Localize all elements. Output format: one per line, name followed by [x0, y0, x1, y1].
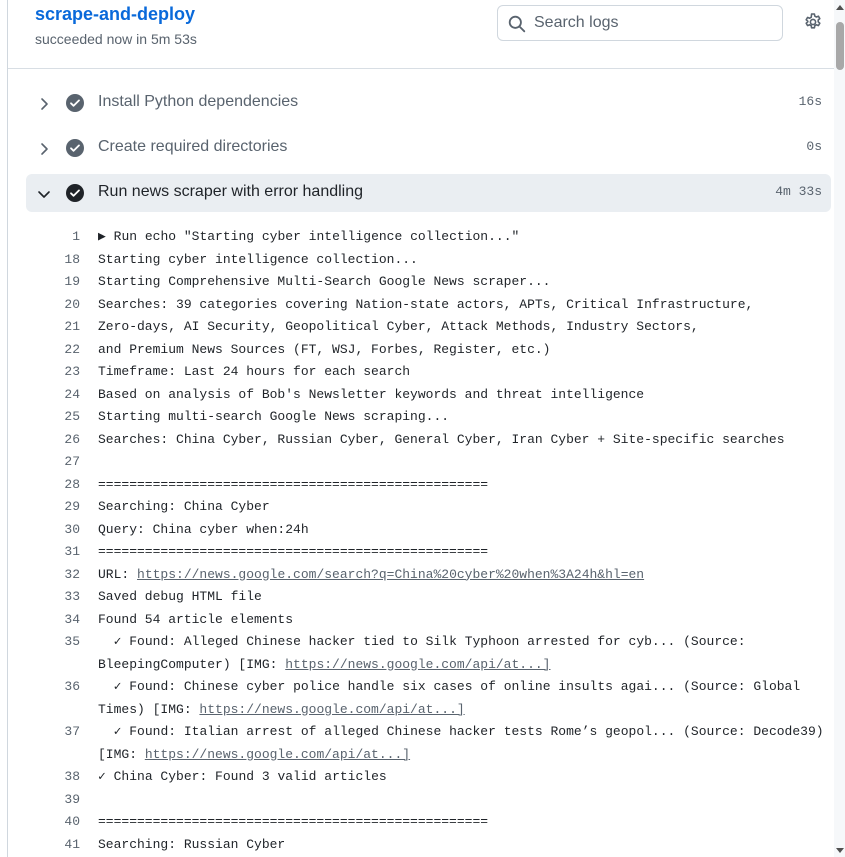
log-link[interactable]: https://news.google.com/api/at...] [144, 746, 411, 762]
line-number[interactable]: 1 [72, 229, 80, 244]
line-number[interactable]: 33 [64, 589, 80, 604]
log-line [0, 789, 834, 812]
log-text: Found 54 article elements [98, 611, 294, 627]
log-text: ================================================== [98, 544, 489, 559]
step-label: Run news scraper with error handling [98, 183, 364, 200]
disclosure-triangle-icon[interactable]: ▶ [98, 229, 114, 244]
step-label: Create required directories [98, 138, 288, 155]
log-line [0, 226, 834, 249]
log-line [0, 721, 834, 766]
line-number[interactable]: 23 [64, 364, 80, 379]
line-number[interactable]: 28 [64, 476, 80, 492]
log-line [0, 766, 834, 789]
line-number[interactable]: 41 [64, 836, 80, 852]
chevron-down-icon[interactable] [36, 186, 52, 202]
line-number[interactable]: 32 [64, 566, 80, 582]
log-line [0, 496, 834, 519]
line-number[interactable]: 31 [64, 544, 80, 559]
log-link[interactable]: https://news.google.com/search?q=China%20cyber%20when%3A24h&hl=en [137, 566, 645, 582]
log-text: Searches: 39 categories covering Nation-state actors, APTs, Critical Infrastructure, [98, 296, 754, 312]
log-text: ✓ Found: Italian arrest of alleged Chinese hacker tests Rome’s geopol... (Source: Decode39) [IMG: [98, 724, 832, 762]
log-line [0, 429, 834, 452]
log-text: Starting cyber intelligence collection... [98, 251, 418, 267]
log-text: Query: China cyber when:24h [98, 521, 309, 537]
log-text: ✓ China Cyber: Found 3 valid articles [98, 769, 387, 784]
log-line [0, 294, 834, 317]
log-line [0, 631, 834, 676]
log-line [0, 271, 834, 294]
log-text: Run echo "Starting cyber intelligence collection..." [113, 229, 520, 244]
line-number[interactable]: 24 [64, 386, 80, 402]
log-text: Based on analysis of Bob's Newsletter keywords and threat intelligence [98, 386, 645, 402]
line-number[interactable]: 36 [64, 679, 80, 694]
line-number[interactable]: 37 [64, 724, 80, 739]
job-title[interactable]: scrape-and-deploy [35, 4, 196, 24]
step-row[interactable] [26, 84, 831, 122]
line-number[interactable]: 34 [64, 611, 80, 627]
check-circle-icon [66, 184, 84, 202]
log-text: and Premium News Sources (FT, WSJ, Forbes, Register, etc.) [98, 341, 551, 357]
log-line [0, 609, 834, 632]
log-text: ✓ Found: Chinese cyber police handle six cases of online insults agai... (Source: Global Times) [IMG: [98, 679, 808, 717]
log-text: ✓ Found: Alleged Chinese hacker tied to Silk Typhoon arrested for cyb... (Source: BleepingComputer) [IMG: [98, 634, 754, 672]
log-text: URL: [98, 566, 138, 582]
log-text: ================================================== [98, 476, 489, 492]
log-line [0, 474, 834, 497]
line-number[interactable]: 27 [64, 454, 80, 469]
log-output [0, 226, 834, 856]
line-number[interactable]: 20 [64, 296, 80, 312]
line-number[interactable]: 38 [64, 769, 80, 784]
search-logs-box[interactable] [497, 5, 783, 41]
log-line [0, 249, 834, 272]
log-text: Saved debug HTML file [98, 589, 262, 604]
chevron-right-icon[interactable] [36, 96, 52, 112]
line-number[interactable]: 30 [64, 521, 80, 537]
log-line [0, 519, 834, 542]
log-line [0, 676, 834, 721]
log-text: Zero-days, AI Security, Geopolitical Cyber, Attack Methods, Industry Sectors, [98, 319, 699, 334]
scroll-up-arrow-icon[interactable] [836, 5, 844, 10]
log-line [0, 564, 834, 587]
scrollbar[interactable] [834, 0, 845, 857]
line-number[interactable]: 35 [64, 634, 80, 649]
line-number[interactable]: 29 [64, 499, 80, 514]
log-text: Searches: China Cyber, Russian Cyber, General Cyber, Iran Cyber + Site-specific searches [98, 431, 785, 447]
chevron-right-icon[interactable] [36, 141, 52, 157]
step-duration: 4m 33s [775, 184, 822, 199]
step-duration: 0s [806, 139, 822, 154]
log-text: Timeframe: Last 24 hours for each search [98, 364, 411, 379]
log-line [0, 541, 834, 564]
log-line [0, 316, 834, 339]
step-duration: 16s [798, 94, 822, 109]
line-number[interactable]: 26 [64, 431, 80, 447]
log-line [0, 406, 834, 429]
check-circle-icon [66, 94, 84, 112]
log-link[interactable]: https://news.google.com/api/at...] [199, 701, 465, 717]
step-label: Install Python dependencies [98, 93, 299, 110]
log-text: Searching: China Cyber [98, 499, 270, 514]
job-status: succeeded now in 5m 53s [35, 31, 197, 47]
gear-icon[interactable] [803, 12, 823, 32]
step-row[interactable] [26, 129, 831, 167]
line-number[interactable]: 39 [64, 791, 80, 807]
job-header [8, 0, 834, 69]
log-text: ================================================== [98, 814, 489, 829]
scroll-down-arrow-icon[interactable] [836, 848, 844, 853]
line-number[interactable]: 25 [64, 409, 80, 424]
log-line [0, 811, 834, 834]
line-number[interactable]: 21 [64, 319, 80, 334]
log-line [0, 339, 834, 362]
log-line [0, 586, 834, 609]
scrollbar-thumb[interactable] [836, 22, 844, 70]
line-number[interactable]: 18 [64, 251, 80, 267]
log-line [0, 451, 834, 474]
line-number[interactable]: 40 [64, 814, 80, 829]
log-text: Starting multi-search Google News scraping... [98, 409, 450, 424]
log-link[interactable]: https://news.google.com/api/at...] [285, 656, 551, 672]
search-icon [508, 15, 526, 33]
log-text: Searching: Russian Cyber [98, 836, 286, 852]
log-line [0, 384, 834, 407]
log-line [0, 361, 834, 384]
line-number[interactable]: 19 [64, 274, 80, 289]
line-number[interactable]: 22 [64, 341, 80, 357]
log-line [0, 834, 834, 857]
step-row[interactable] [26, 174, 831, 212]
log-text: Starting Comprehensive Multi-Search Google News scraper... [98, 274, 551, 289]
check-circle-icon [66, 139, 84, 157]
search-logs-input[interactable] [534, 13, 772, 33]
